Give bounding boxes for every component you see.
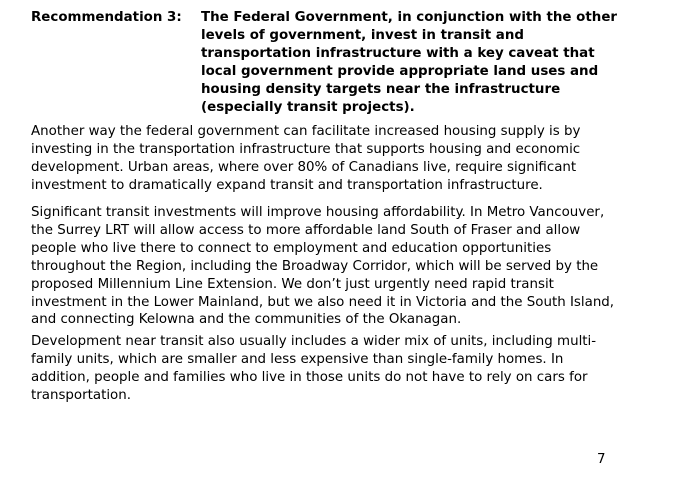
body-paragraph: Development near transit also usually includes a wider mix of units, including multi-family units, which are smaller and less expensive than single-family homes. In addition, people and families who live in those units do not have to rely on cars for transportation. [31, 334, 597, 403]
body-paragraph: Another way the federal government can facilitate increased housing supply is by investing in the transportation infrastructure that supports housing and economic development. Urban areas, where over 80% of Canadians live, require significant investment to dramatically expand transit and transportation infrastructure. [31, 124, 581, 193]
page-number: 7 [597, 452, 606, 467]
recommendation-label: Recommendation 3: [31, 10, 182, 25]
body-paragraph: Significant transit investments will improve housing affordability. In Metro Vancouver, the Surrey LRT will allow access to more affordable land South of Fraser and allow people who live there to connect to employment and education opportunities throughout the Region, including the Broadway Corridor, which will be served by the proposed Millennium Line Extension. We don’t just urgently need rapid transit investment in the Lower Mainland, but we also need it in Victoria and the South Island, and connecting Kelowna and the communities of the Okanagan. [31, 205, 615, 328]
recommendation-text: The Federal Government, in conjunction with the other levels of government, invest in transit and transportation infrastructure with a key caveat that local government provide appropriate land uses and housing density targets near the infrastructure (especially transit projects). [201, 10, 617, 115]
